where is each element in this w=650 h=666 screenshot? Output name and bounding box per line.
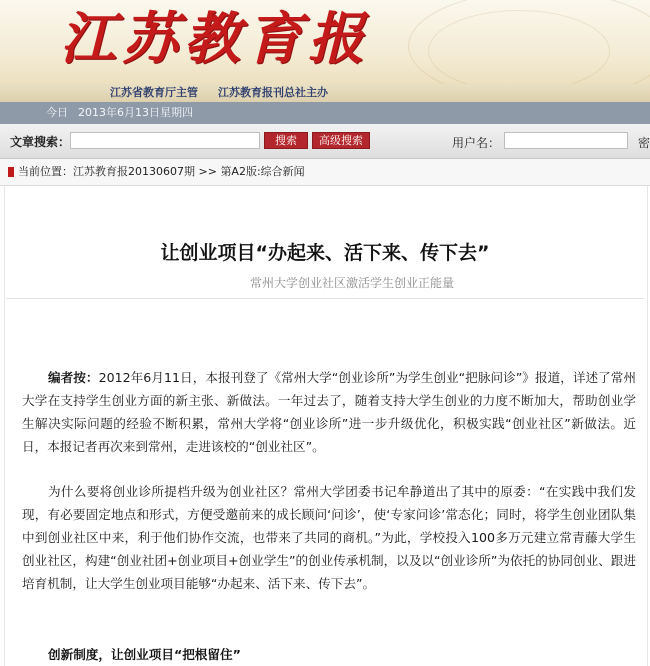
sponsor-bar [0,84,650,102]
search-button[interactable]: 搜索 [264,132,308,149]
editor-note-label: 编者按： [48,370,99,385]
editor-note-text: 2012年6月11日，本报刊登了《常州大学“创业诊所”为学生创业“把脉问诊”》报道，详述了常州大学在支持学生创业方面的新主张、新做法。一年过去了，随着支持大学生创业的力度不断加大，帮助创业学生解决实际问题的经验不断积累，常州大学将“创业诊所”进一步升级优化，积极实践“创业社区”新做法。近日，本报记者再次来到常州，走进该校的“创业社区”。 [22,370,637,454]
username-label: 用户名： [452,136,501,150]
article-subtitle: 常州大学创业社区激活学生创业正能量 [249,276,454,290]
current-date: 2013年6月13日 [78,106,160,119]
editor-note-paragraph [22,366,636,458]
section-heading: 创新制度，让创业项目“把根留住” [48,647,241,662]
breadcrumb-issue-link[interactable]: 江苏教育报20130607期 [73,165,195,178]
weekday: 星期四 [160,106,193,119]
masthead [0,0,650,84]
location-marker-icon [8,167,14,177]
decorative-swirl [428,10,610,84]
breadcrumb [0,159,650,186]
date-label: 今日 [46,106,68,119]
search-bar [0,124,650,159]
search-input[interactable] [70,132,260,149]
title-divider [6,298,644,299]
sponsor-1: 江苏省教育厅主管 [110,86,198,99]
password-label: 密 [638,136,650,150]
breadcrumb-page-link[interactable]: 第A2版:综合新闻 [220,165,305,178]
article-paragraph: 为什么要将创业诊所提档升级为创业社区？常州大学团委书记牟静道出了其中的原委：“在实践中我们发现，有必要固定地点和形式，方便受邀前来的成长顾问‘问诊’，使‘专家问诊’常态化；同时，将学生创业团队集中到创业社区中来，利于他们协作交流，也带来了共同的商机。”为此，学校投入100多万元建立常青藤大学生创业社区，构建“创业社团+创业项目+创业学生”的创业传承机制，以及以“创业诊所”为依托的协同创业、跟进培育机制，让大学生创业项目能够“办起来、活下来、传下去”。 [22,484,636,591]
newspaper-logo[interactable]: 江苏教育报 [60,6,370,72]
date-bar [0,102,650,124]
breadcrumb-text [18,159,305,185]
breadcrumb-separator: >> [195,165,221,178]
article-title: 让创业项目“办起来、活下来、传下去” [160,242,490,264]
breadcrumb-prefix: 当前位置： [18,165,73,178]
sponsor-2: 江苏教育报刊总社主办 [218,86,328,99]
search-label: 文章搜索： [10,135,71,149]
advanced-search-button[interactable]: 高级搜索 [312,132,370,149]
username-input[interactable] [504,132,628,149]
